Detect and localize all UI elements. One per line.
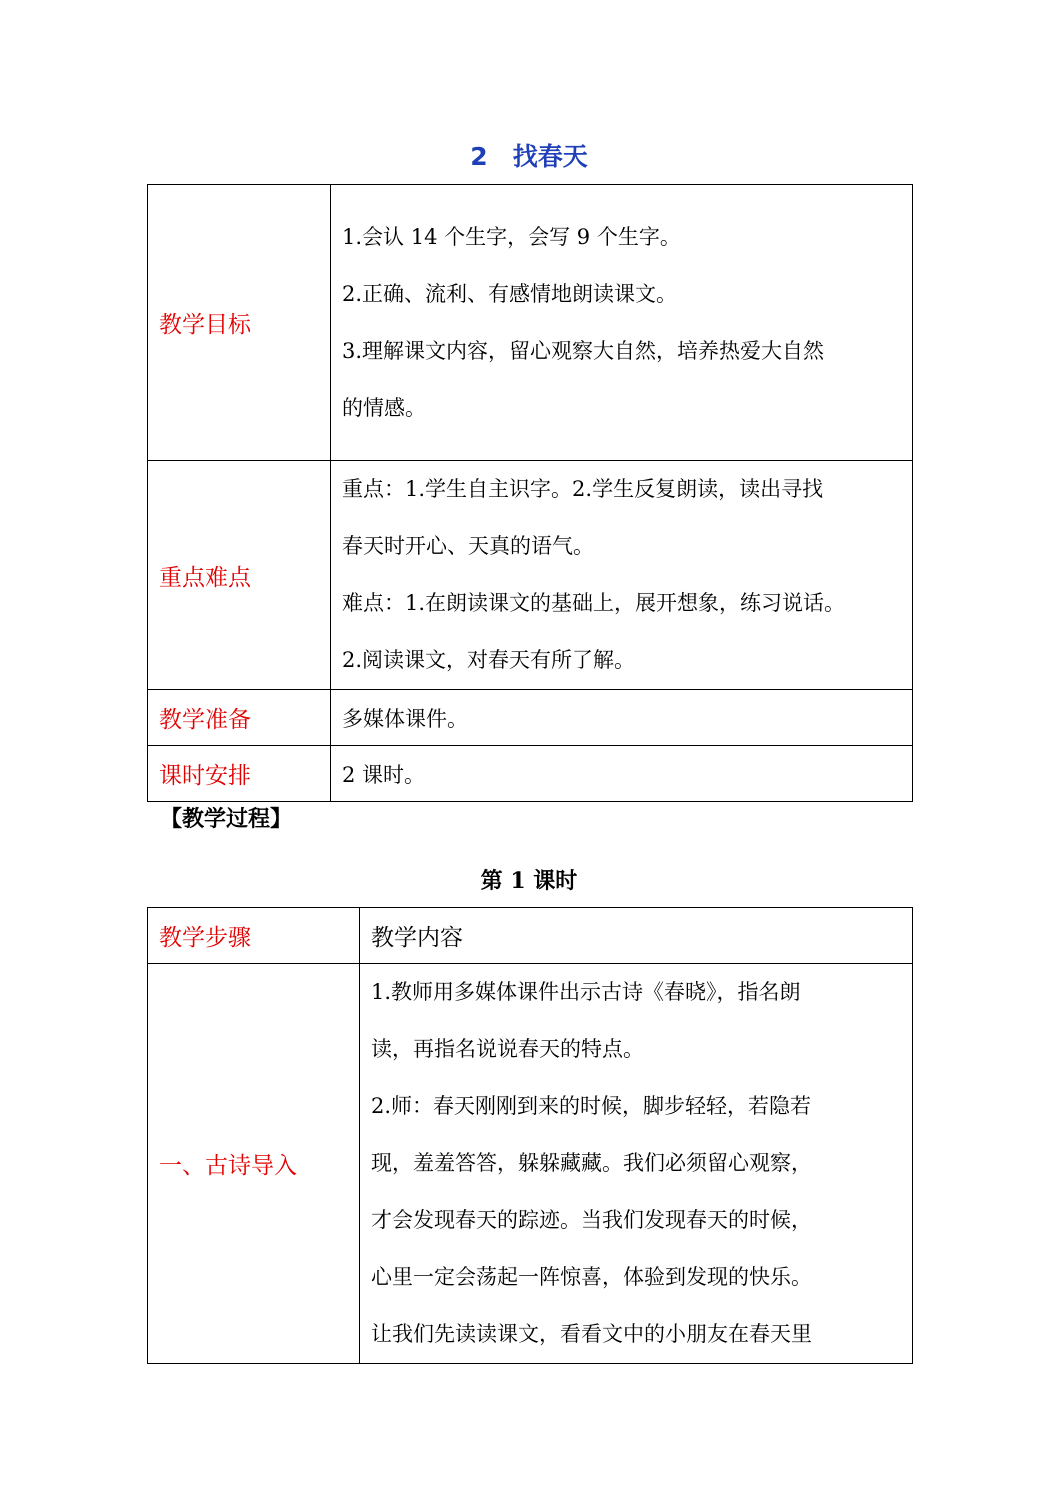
step-content-line: 2.师：春天刚刚到来的时候，脚步轻轻，若隐若 bbox=[371, 1094, 812, 1118]
objectives-line: 的情感。 bbox=[342, 395, 426, 420]
teaching-steps-table bbox=[147, 907, 913, 1364]
step-content-line: 才会发现春天的踪迹。当我们发现春天的时候， bbox=[371, 1208, 812, 1232]
process-heading: 【教学过程】 bbox=[160, 806, 293, 832]
step-content bbox=[360, 964, 913, 1364]
content-column-header: 教学内容 bbox=[360, 908, 913, 964]
step-content-line: 让我们先读读课文，看看文中的小朋友在春天里 bbox=[371, 1322, 812, 1346]
key-points-line: 春天时开心、天真的语气。 bbox=[342, 534, 594, 558]
key-points-content bbox=[331, 461, 913, 690]
key-points-line: 2.阅读课文，对春天有所了解。 bbox=[342, 648, 636, 672]
schedule-row bbox=[148, 746, 913, 802]
lesson-overview-table bbox=[147, 184, 913, 802]
steps-header-row bbox=[148, 908, 913, 964]
preparation-row bbox=[148, 690, 913, 746]
step-content-line: 现，羞羞答答，躲躲藏藏。我们必须留心观察， bbox=[371, 1151, 812, 1175]
step-label: 一、古诗导入 bbox=[148, 964, 360, 1364]
key-points-line: 难点：1.在朗读课文的基础上，展开想象，练习说话。 bbox=[342, 591, 846, 615]
objectives-row bbox=[148, 185, 913, 461]
objectives-label: 教学目标 bbox=[148, 185, 331, 461]
preparation-label: 教学准备 bbox=[148, 690, 331, 746]
key-points-row bbox=[148, 461, 913, 690]
schedule-content: 2 课时。 bbox=[331, 746, 913, 802]
lesson-heading: 第 1 课时 bbox=[480, 868, 578, 894]
key-points-line: 重点：1.学生自主识字。2.学生反复朗读，读出寻找 bbox=[342, 477, 824, 501]
objectives-line: 3.理解课文内容，留心观察大自然，培养热爱大自然 bbox=[342, 338, 825, 363]
objectives-line: 2.正确、流利、有感情地朗读课文。 bbox=[342, 281, 678, 306]
step-content-line: 读，再指名说说春天的特点。 bbox=[371, 1037, 644, 1061]
schedule-label: 课时安排 bbox=[148, 746, 331, 802]
document-title: 2 找春天 bbox=[470, 142, 588, 171]
step-content-line: 心里一定会荡起一阵惊喜，体验到发现的快乐。 bbox=[371, 1265, 812, 1289]
step-row bbox=[148, 964, 913, 1364]
step-content-line: 1.教师用多媒体课件出示古诗《春晓》，指名朗 bbox=[371, 980, 801, 1004]
step-column-header: 教学步骤 bbox=[148, 908, 360, 964]
preparation-content: 多媒体课件。 bbox=[331, 690, 913, 746]
key-points-label: 重点难点 bbox=[148, 461, 331, 690]
objectives-line: 1.会认 14 个生字，会写 9 个生字。 bbox=[342, 224, 681, 249]
objectives-content bbox=[331, 185, 913, 461]
